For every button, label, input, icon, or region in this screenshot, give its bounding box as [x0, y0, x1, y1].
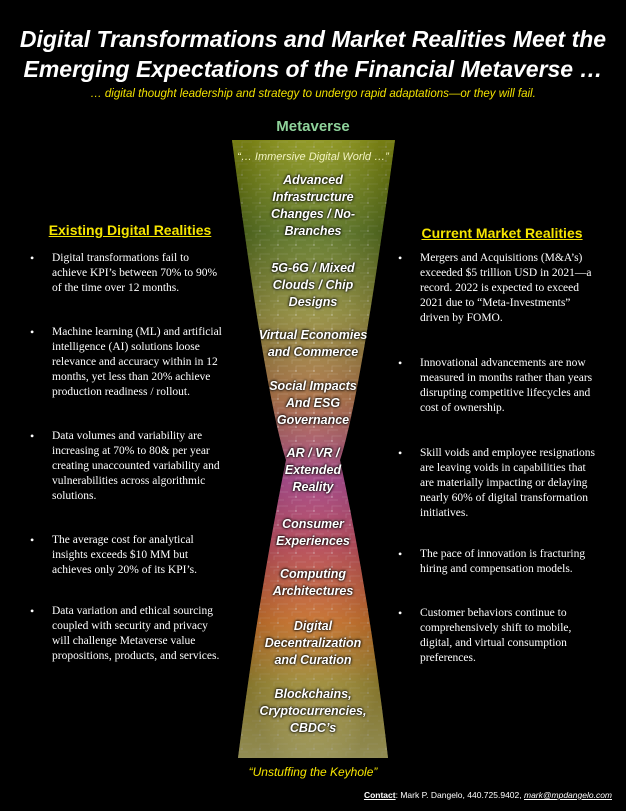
line: intelligence (AI) solutions loose	[52, 341, 200, 353]
metaverse-item	[253, 327, 373, 361]
line: Blockchains,	[274, 687, 352, 701]
line: Infrastructure	[272, 190, 354, 204]
metaverse-item	[253, 172, 373, 240]
metaverse-item	[253, 566, 373, 600]
line: record. 2022 is expected to exceed	[420, 282, 580, 294]
line: coupled with security and privacy	[52, 620, 208, 632]
line: Decentralization	[264, 636, 362, 650]
line: Designs	[288, 295, 338, 309]
line: and Curation	[274, 653, 352, 667]
line: Digital	[293, 619, 333, 633]
line: Consumer	[282, 517, 344, 531]
line: Innovational advancements are now	[420, 357, 586, 369]
metaverse-item	[253, 445, 373, 496]
line: Virtual Economies	[258, 328, 368, 342]
line: Changes / No-	[270, 207, 356, 221]
line: digital, and virtual consumption	[420, 637, 567, 649]
line: 2021 due to “Meta-Investments”	[420, 297, 571, 309]
line: Computing	[280, 567, 346, 581]
metaverse-item	[253, 618, 373, 669]
line: driven by FOMO.	[420, 312, 503, 324]
line: 5G-6G / Mixed	[271, 261, 355, 275]
line: relevance and accuracy within in 12	[52, 356, 218, 368]
line: And ESG	[285, 396, 341, 410]
bullet-dot-icon: •	[398, 446, 403, 460]
line: of the time over 12 months.	[52, 282, 180, 294]
line: comprehensively shift to mobile,	[420, 622, 572, 634]
line: Machine learning (ML) and artificial	[52, 326, 222, 338]
line: Social Impacts	[269, 379, 357, 393]
contact-label: Contact	[363, 790, 396, 800]
metaverse-item	[253, 378, 373, 429]
title-line-1: Digital Transformations and Market Realities Meet the	[19, 26, 607, 52]
line: cost of ownership.	[420, 402, 505, 414]
tagline: “Unstuffing the Keyhole”	[248, 765, 378, 779]
line: nearly 60% of digital transformation	[420, 492, 588, 504]
left-column-heading: Existing Digital Realities	[48, 222, 212, 238]
bullet-dot-icon: •	[30, 429, 35, 443]
line: Experiences	[276, 534, 350, 548]
line: will challenge Metaverse value	[52, 635, 196, 647]
line: production readiness / rollout.	[52, 386, 190, 398]
bullet-dot-icon: •	[30, 325, 35, 339]
line: propositions, products, and services.	[52, 650, 220, 662]
bullet-dot-icon: •	[398, 251, 403, 265]
bullet-dot-icon: •	[30, 251, 35, 265]
line: Advanced	[283, 173, 343, 187]
line: measured in months rather than years	[420, 372, 593, 384]
line: Data variation and ethical sourcing	[52, 605, 213, 617]
metaverse-item	[253, 686, 373, 737]
bullet-dot-icon: •	[30, 604, 35, 618]
line: The pace of innovation is fracturing	[420, 548, 586, 560]
line: months, yet less than 20% achieve	[52, 371, 211, 383]
right-column-heading: Current Market Realities	[421, 225, 583, 241]
line: AR / VR /	[286, 446, 340, 460]
bullet-dot-icon: •	[30, 533, 35, 547]
line: Digital transformations fail to	[52, 252, 190, 264]
contact-colon: :	[395, 790, 401, 800]
metaverse-sublabel: “… Immersive Digital World …”	[237, 151, 389, 163]
line: achieves only 20% of its KPI’s.	[52, 564, 198, 576]
line: disrupting competitive lifecycles and	[420, 387, 591, 399]
line: creating unaccounted variability and	[52, 460, 220, 472]
line: achieve KPI’s between 70% to 90%	[52, 267, 218, 279]
line: Clouds / Chip	[272, 278, 354, 292]
line: preferences.	[420, 652, 476, 664]
line: CBDC’s	[289, 721, 337, 735]
bullet-dot-icon: •	[398, 547, 403, 561]
line: Cryptocurrencies,	[259, 704, 367, 718]
line: vulnerabilities across algorithmic	[52, 475, 206, 487]
line: Skill voids and employee resignations	[420, 447, 596, 459]
line: The average cost for analytical	[52, 534, 194, 546]
line: are materially impacting or delaying	[420, 477, 588, 489]
metaverse-item	[253, 516, 373, 550]
line: Data volumes and variability are	[52, 430, 203, 442]
line: and Commerce	[267, 345, 359, 359]
line: Branches	[284, 224, 342, 238]
line: increasing at 70% to 80& per year	[52, 445, 210, 457]
title-line-2: Emerging Expectations of the Financial Metaverse …	[23, 56, 603, 82]
line: initiatives.	[420, 507, 469, 519]
line: Reality	[292, 480, 334, 494]
bullet-dot-icon: •	[398, 356, 403, 370]
bullet-dot-icon: •	[398, 606, 403, 620]
contact-text: Mark P. Dangelo, 440.725.9402,	[400, 790, 522, 800]
line: solutions.	[52, 490, 97, 502]
line: hiring and compensation models.	[420, 563, 573, 575]
line: Architectures	[272, 584, 354, 598]
contact-email[interactable]: mark@mpdangelo.com	[524, 790, 612, 800]
line: insights exceeds $10 MM but	[52, 549, 189, 561]
line: Customer behaviors continue to	[420, 607, 567, 619]
page-subtitle: … digital thought leadership and strategy to undergo rapid adaptations—or they will fail.	[90, 88, 536, 100]
line: Governance	[276, 413, 350, 427]
metaverse-label: Metaverse	[276, 118, 350, 135]
metaverse-item	[253, 260, 373, 311]
line: Extended	[284, 463, 342, 477]
line: exceeded $5 trillion USD in 2021—a	[420, 267, 592, 279]
line: Mergers and Acquisitions (M&A’s)	[420, 252, 583, 264]
line: are leaving voids in capabilities that	[420, 462, 586, 474]
